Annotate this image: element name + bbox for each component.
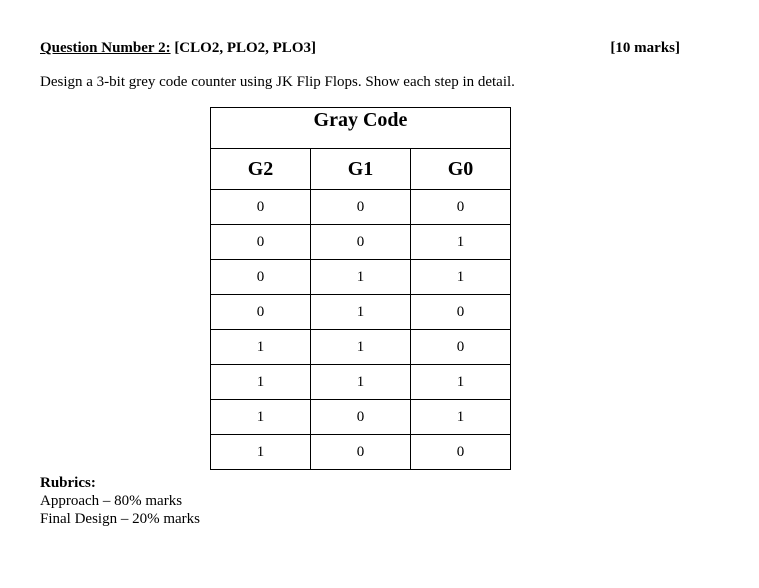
table-cell: 1 bbox=[311, 365, 411, 400]
table-cell: 1 bbox=[211, 400, 311, 435]
table-row bbox=[211, 260, 511, 295]
table-cell: 0 bbox=[311, 225, 411, 260]
table-cell: 0 bbox=[211, 190, 311, 225]
table-cell: 1 bbox=[211, 330, 311, 365]
question-outcomes: [CLO2, PLO2, PLO3] bbox=[170, 40, 316, 56]
table-cell: 1 bbox=[311, 260, 411, 295]
table-cell: 1 bbox=[411, 365, 511, 400]
table-cell: 0 bbox=[411, 330, 511, 365]
table-row bbox=[211, 365, 511, 400]
table-row bbox=[211, 225, 511, 260]
table-cell: 1 bbox=[211, 435, 311, 470]
table-cell: 0 bbox=[411, 295, 511, 330]
table-title-row bbox=[211, 108, 511, 149]
table-row bbox=[211, 400, 511, 435]
gray-code-table bbox=[210, 107, 511, 470]
table-cell: 0 bbox=[311, 400, 411, 435]
rubric-item-final-design: Final Design – 20% marks bbox=[40, 511, 200, 527]
table-cell: 0 bbox=[311, 190, 411, 225]
table-cell: 0 bbox=[411, 190, 511, 225]
table-cell: 0 bbox=[211, 260, 311, 295]
question-number-label: Question Number 2: bbox=[40, 40, 171, 56]
table-title: Gray Code bbox=[211, 108, 511, 149]
question-instruction: Design a 3-bit grey code counter using JK Flip Flops. Show each step in detail. bbox=[40, 74, 515, 90]
table-cell: 0 bbox=[211, 295, 311, 330]
table-cell: 0 bbox=[411, 435, 511, 470]
table-cell: 0 bbox=[311, 435, 411, 470]
table-cell: 0 bbox=[211, 225, 311, 260]
table-row bbox=[211, 330, 511, 365]
rubrics-title: Rubrics: bbox=[40, 475, 96, 491]
table-row bbox=[211, 295, 511, 330]
table-header-row bbox=[211, 149, 511, 190]
column-header-g1: G1 bbox=[311, 149, 411, 190]
question-marks: [10 marks] bbox=[610, 40, 680, 56]
table-row bbox=[211, 435, 511, 470]
table-row bbox=[211, 190, 511, 225]
table-cell: 1 bbox=[411, 260, 511, 295]
table-cell: 1 bbox=[411, 400, 511, 435]
question-header bbox=[40, 39, 680, 57]
table-cell: 1 bbox=[411, 225, 511, 260]
column-header-g2: G2 bbox=[211, 149, 311, 190]
table-cell: 1 bbox=[311, 330, 411, 365]
rubrics-section bbox=[40, 474, 200, 528]
table-cell: 1 bbox=[211, 365, 311, 400]
column-header-g0: G0 bbox=[411, 149, 511, 190]
rubric-item-approach: Approach – 80% marks bbox=[40, 493, 183, 509]
table-cell: 1 bbox=[311, 295, 411, 330]
